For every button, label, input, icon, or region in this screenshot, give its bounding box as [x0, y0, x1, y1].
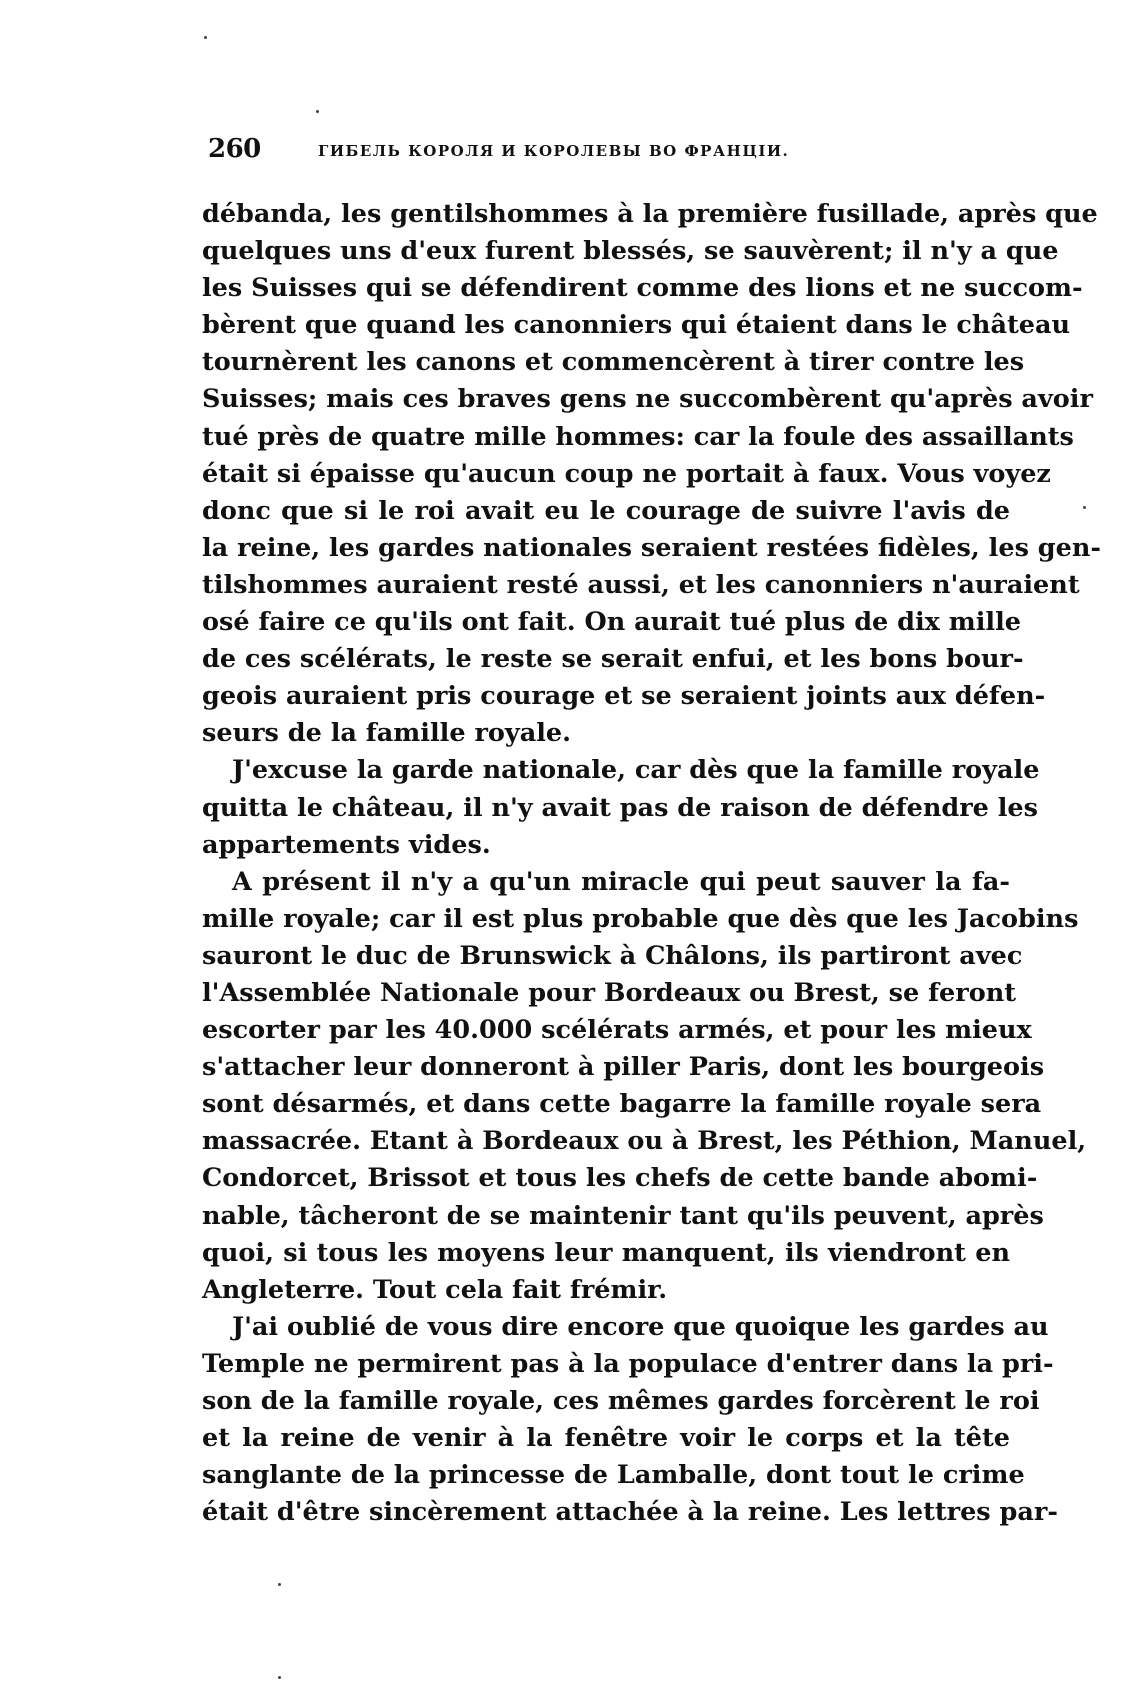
text-line: Suisses; mais ces braves gens ne succombèrent qu'après avoir	[202, 384, 1093, 415]
text-line: Condorcet, Brissot et tous les chefs de cette bande abomi-	[202, 1163, 1038, 1194]
text-line: donc que si le roi avait eu le courage de suivre l'avis de	[202, 495, 1010, 526]
text-line: Temple ne permirent pas à la populace d'entrer dans la pri-	[202, 1348, 1054, 1379]
text-line: tournèrent les canons et commencèrent à tirer contre les	[202, 347, 1025, 378]
paragraph-start-line: J'ai oublié de vous dire encore que quoique les gardes au	[232, 1311, 1049, 1342]
text-line: débanda, les gentilshommes à la première fusillade, après que	[202, 199, 1098, 229]
paragraph-end-line: Angleterre. Tout cela fait frémir.	[202, 1274, 668, 1305]
text-line: de ces scélérats, le reste se serait enfui, et les bons bour-	[202, 644, 1024, 675]
text-line: tué près de quatre mille hommes: car la foule des assaillants	[202, 421, 1074, 452]
running-title: ГИБЕЛЬ КОРОЛЯ И КОРОЛЕВЫ ВО ФРАНЦІИ.	[318, 142, 790, 160]
text-line: s'attacher leur donneront à piller Paris, dont les bourgeois	[202, 1052, 1045, 1083]
scan-speck	[204, 36, 207, 39]
text-line: nable, tâcheront de se maintenir tant qu'ils peuvent, après	[202, 1200, 1044, 1231]
text-line: escorter par les 40.000 scélérats armés, et pour les mieux	[202, 1015, 1032, 1046]
text-line: quelques uns d'eux furent blessés, se sauvèrent; il n'y a que	[202, 236, 1059, 267]
text-line: l'Assemblée Nationale pour Bordeaux ou Brest, se feront	[202, 977, 1017, 1008]
scan-speck	[316, 110, 319, 113]
text-line: mille royale; car il est plus probable que dès que les Jacobins	[202, 903, 1079, 934]
text-line: sont désarmés, et dans cette bagarre la famille royale sera	[202, 1089, 1042, 1120]
text-line: bèrent que quand les canonniers qui étaient dans le château	[202, 310, 1071, 341]
paragraph-start-line: A présent il n'y a qu'un miracle qui peut sauver la fa-	[232, 866, 1010, 897]
text-line: quoi, si tous les moyens leur manquent, ils viendront en	[202, 1237, 1010, 1268]
scan-speck	[278, 1676, 281, 1679]
text-line: sauront le duc de Brunswick à Châlons, ils partiront avec	[202, 940, 1023, 971]
text-line: les Suisses qui se défendirent comme des lions et ne succom-	[202, 273, 1083, 304]
text-line: son de la famille royale, ces mêmes gardes forcèrent le roi	[202, 1386, 1040, 1416]
text-line: massacrée. Etant à Bordeaux ou à Brest, les Péthion, Manuel,	[202, 1126, 1087, 1157]
text-line: et la reine de venir à la fenêtre voir le corps et la tête	[202, 1423, 1010, 1454]
text-line: geois auraient pris courage et se seraient joints aux défen-	[202, 681, 1046, 712]
text-line: tilshommes auraient resté aussi, et les canonniers n'auraient	[202, 569, 1080, 600]
text-line: quitta le château, il n'y avait pas de raison de défendre les	[202, 792, 1039, 823]
paragraph-end-line: appartements vides.	[202, 829, 491, 860]
body-text	[202, 196, 1101, 1531]
text-line: était si épaisse qu'aucun coup ne portait à faux. Vous voyez	[202, 458, 1051, 489]
paragraph-start-line: J'excuse la garde nationale, car dès que la famille royale	[232, 755, 1040, 786]
page-number: 260	[208, 134, 261, 164]
paragraph-end-line: seurs de la famille royale.	[202, 718, 572, 749]
text-line: était d'être sincèrement attachée à la reine. Les lettres par-	[202, 1497, 1058, 1528]
running-head	[208, 134, 1008, 174]
scan-speck	[1083, 506, 1086, 509]
text-line: osé faire ce qu'ils ont fait. On aurait tué plus de dix mille	[202, 607, 1022, 638]
scan-speck	[278, 1583, 281, 1586]
text-line: la reine, les gardes nationales seraient restées fidèles, les gen-	[202, 532, 1101, 563]
text-line: sanglante de la princesse de Lamballe, dont tout le crime	[202, 1460, 1025, 1491]
